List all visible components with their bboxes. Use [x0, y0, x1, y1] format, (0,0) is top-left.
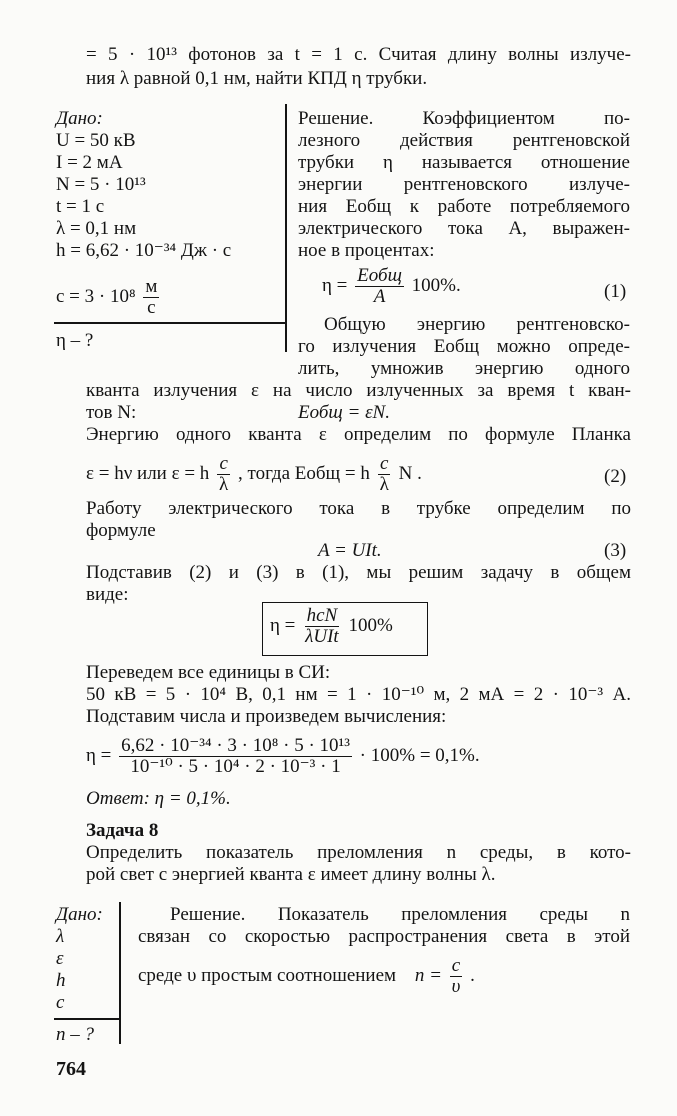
equation-1 [322, 266, 461, 307]
eq2-b: , тогда Eобщ = h [238, 462, 370, 484]
given-divider [54, 322, 286, 324]
text-line: тов N: [86, 402, 137, 423]
equation-2 [86, 454, 422, 495]
formula-n-den: υ [451, 976, 461, 997]
solution-line: связан со скоростью распространения света в этой [138, 926, 630, 947]
answer-line: Ответ: η = 0,1%. [86, 788, 231, 809]
solution-text: среде υ простым соотношением [138, 964, 397, 986]
eqbox-den: λUIt [305, 626, 339, 647]
eqcalc-left: η = [86, 744, 112, 766]
eq2-num1: c [219, 453, 228, 474]
given-item: λ = 0,1 нм [56, 218, 137, 239]
given-item: λ [56, 926, 65, 947]
solution-text: Решение. Коэффициентом по- [298, 108, 630, 129]
eqcalc-fraction [119, 736, 352, 777]
text-line: Переведем все единицы в СИ: [86, 662, 331, 683]
formula-n-end: . [470, 964, 475, 986]
text-line: Работу электрического тока в трубке определим по [86, 498, 631, 519]
formula-energy: Eобщ = εN. [298, 402, 390, 423]
eqbox-right: 100% [348, 614, 393, 636]
given-c-den: с [147, 297, 156, 318]
given-item: N = 5 · 10¹³ [56, 174, 146, 195]
given-c-fraction [143, 277, 159, 318]
given-item: h = 6,62 · 10⁻³⁴ Дж · с [56, 240, 232, 261]
given-item: h [56, 970, 66, 991]
eqcalc-right: · 100% = 0,1%. [359, 744, 480, 766]
given-item: t = 1 с [56, 196, 105, 217]
solution-line: Общую энергию рентгеновско- [324, 314, 630, 335]
given-item: I = 2 мА [56, 152, 123, 173]
solution-line: ное в процентах: [298, 240, 435, 261]
given-c-left: c = 3 · 10⁸ [56, 285, 136, 307]
eqcalc-num: 6,62 · 10⁻³⁴ · 3 · 10⁸ · 5 · 10¹³ [121, 735, 350, 756]
task-title: Задача 8 [86, 820, 159, 841]
eq2-den2: λ [379, 474, 389, 495]
text-line: ния λ равной 0,1 нм, найти КПД η трубки. [86, 68, 428, 89]
given-item: ε [56, 948, 64, 969]
eq1-den: A [373, 286, 386, 307]
eq2-num2: c [380, 453, 389, 474]
given-c-num: м [145, 276, 158, 297]
given-divider [54, 1018, 120, 1020]
solution-line: трубки η называется отношение [298, 152, 630, 173]
given-title: Дано: [56, 904, 103, 925]
text-line: рой свет с энергией кванта ε имеет длину волны λ. [86, 864, 496, 885]
formula-n-fraction [450, 956, 463, 997]
eq1-num: Eобщ [357, 265, 402, 286]
solution-line [298, 108, 630, 130]
given-item-c [56, 277, 162, 318]
solution-line: энергии рентгеновского излуче- [298, 174, 630, 195]
text-line: Энергию одного кванта ε определим по формуле Планка [86, 424, 631, 445]
given-separator [285, 104, 287, 352]
eqcalc-den: 10⁻¹⁰ · 5 · 10⁴ · 2 · 10⁻³ · 1 [130, 756, 341, 777]
boxed-formula [270, 606, 393, 647]
text-line: = 5 · 10¹³ фотонов за t = 1 с. Считая длину волны излуче- [86, 44, 631, 65]
solution-line-with-formula [138, 956, 475, 997]
eqbox-num: hcN [306, 605, 338, 626]
eq2-fraction-2 [378, 454, 391, 495]
given-find: η – ? [56, 330, 94, 351]
eq2-number: (2) [604, 466, 627, 487]
text-line: 50 кВ = 5 · 10⁴ В, 0,1 нм = 1 · 10⁻¹⁰ м, 2 мА = 2 · 10⁻³ А. [86, 684, 631, 705]
text-line: Определить показатель преломления n среды, в кото- [86, 842, 631, 863]
solution-line: го излучения Eобщ можно опреде- [298, 336, 630, 357]
eqbox-left: η = [270, 614, 296, 636]
solution-line: ния Eобщ к работе потребляемого [298, 196, 630, 217]
given-title: Дано: [56, 108, 103, 129]
solution-line: электрического тока A, выражен- [298, 218, 630, 239]
solution-line: Решение. Показатель преломления среды n [170, 904, 630, 925]
eq2-a: ε = hν или ε = h [86, 462, 210, 484]
text-line: Подставим числа и произведем вычисления: [86, 706, 447, 727]
eq1-fraction [355, 266, 404, 307]
eq1-number: (1) [604, 281, 627, 302]
eq2-den1: λ [219, 474, 229, 495]
equation-3: A = UIt. [318, 540, 382, 561]
given-item: U = 50 кВ [56, 130, 136, 151]
eq3-number: (3) [604, 540, 627, 561]
eq1-right: 100%. [411, 274, 461, 296]
calculation-equation [86, 736, 480, 777]
eq2-c: N . [398, 462, 422, 484]
formula-n-num: c [451, 955, 461, 976]
formula-n-left: n = [414, 964, 442, 986]
page-number: 764 [56, 1058, 86, 1080]
solution-line: лезного действия рентгеновской [298, 130, 630, 151]
text-line: формуле [86, 520, 156, 541]
given-separator [119, 902, 121, 1044]
text-line: кванта излучения ε на число излученных за время t кван- [86, 380, 631, 401]
text-line: виде: [86, 584, 129, 605]
given-find: n – ? [56, 1024, 94, 1045]
eqbox-fraction [303, 606, 341, 647]
solution-line: лить, умножив энергию одного [298, 358, 630, 379]
eq1-left: η = [322, 274, 348, 296]
eq2-fraction-1 [217, 454, 230, 495]
text-line: Подставив (2) и (3) в (1), мы решим задачу в общем [86, 562, 631, 583]
given-item: c [56, 992, 65, 1013]
